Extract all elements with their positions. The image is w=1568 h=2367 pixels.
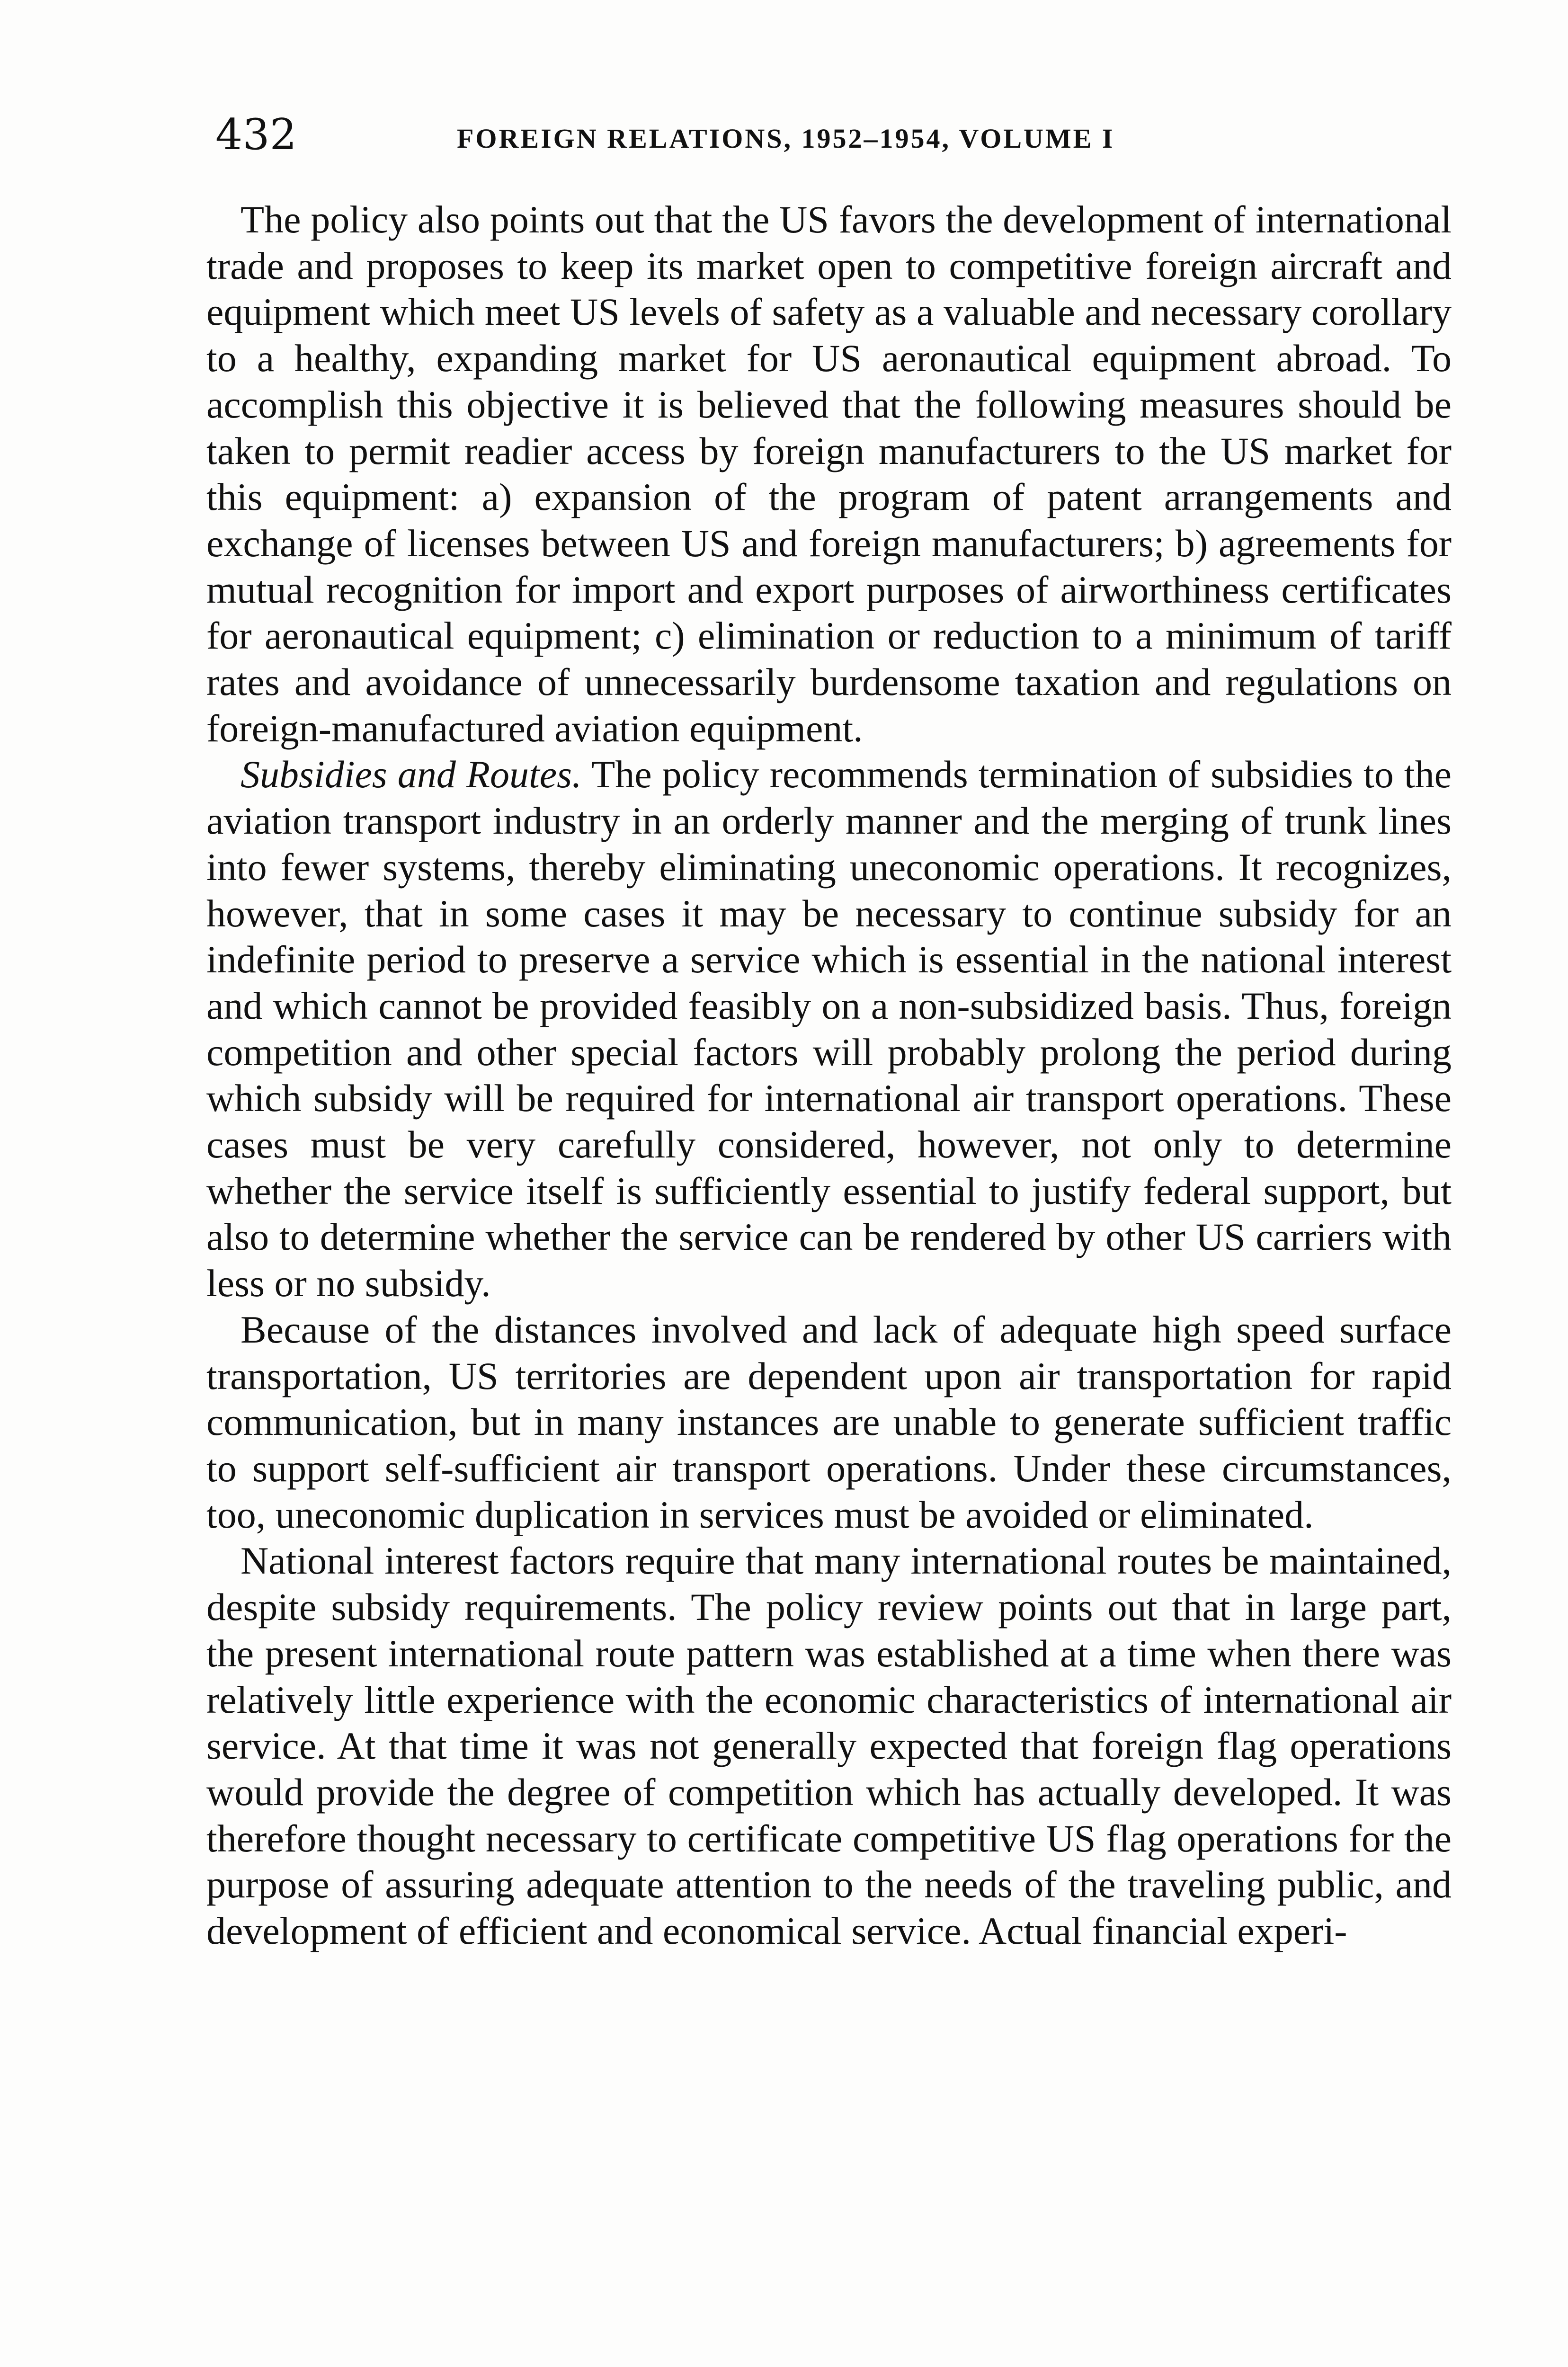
paragraph-text: The policy recommends termination of subsidies to the aviation transport industry in an orderly manner and the merging of trunk lines into fewer systems, thereby eliminating uneconomic operations. It recognizes, however, that in some cases it may be necessary to continue subsidy for an indefinite period to preserve a service which is essential in the national interest and which cannot be provided feasibly on a non-subsidized basis. Thus, foreign competition and other special factors will probably prolong the period during which subsidy will be required for international air transport operations. These cases must be very carefully considered, however, not only to determine whether the service itself is sufficiently essential to justify federal support, but also to determine whether the service can be rendered by other US carriers with less or no subsidy. bbox=[206, 753, 1452, 1305]
page-header bbox=[215, 107, 1446, 178]
paragraph-text: The policy also points out that the US favors the development of international trade and proposes to keep its market open to competitive foreign aircraft and equipment which meet US levels of safety as a valuable and necessary corollary to a healthy, expanding market for US aeronautical equipment abroad. To accomplish this objective it is believed that the following measures should be taken to permit readier access by foreign manufacturers to the US market for this equipment: a) expansion of the program of patent arrangements and exchange of licenses between US and foreign manufacturers; b) agreements for mutual recognition for import and export purposes of airworthiness certificates for aeronautical equipment; c) elimination or reduction to a minimum of tariff rates and avoidance of unnecessarily burdensome taxation and regulations on foreign-manufactured aviation equipment. bbox=[206, 198, 1452, 750]
paragraph-text: National interest factors require that many international routes be maintained, despite subsidy requirements. The policy review points out that in large part, the present international route pattern was established at a time when there was relatively little experience with the economic characteristics of international air service. At that time it was not generally expected that foreign flag operations would provide the degree of competition which has actually developed. It was therefore thought necessary to certificate competitive US flag operations for the purpose of assuring adequate attention to the needs of the traveling public, and development of efficient and economical service. Actual financial experi- bbox=[206, 1539, 1452, 1953]
section-lead-in: Subsidies and Routes. bbox=[241, 753, 582, 796]
page-number: 432 bbox=[215, 110, 297, 160]
paragraph-aeronautical-equipment bbox=[206, 196, 1452, 751]
paragraph-text: Because of the distances involved and lack of adequate high speed surface transportation, US territories are dependent upon air transportation for rapid communication, but in many instances are unable to generate sufficient traffic to support self-sufficient air transport operations. Under these circumstances, too, uneconomic duplication in services must be avoided or eliminated. bbox=[206, 1308, 1452, 1536]
body-text bbox=[206, 196, 1452, 1954]
paragraph-international-routes bbox=[206, 1538, 1452, 1954]
running-title: FOREIGN RELATIONS, 1952–1954, VOLUME I bbox=[457, 123, 1115, 154]
paragraph-subsidies-and-routes bbox=[206, 751, 1452, 1306]
paragraph-us-territories bbox=[206, 1307, 1452, 1538]
